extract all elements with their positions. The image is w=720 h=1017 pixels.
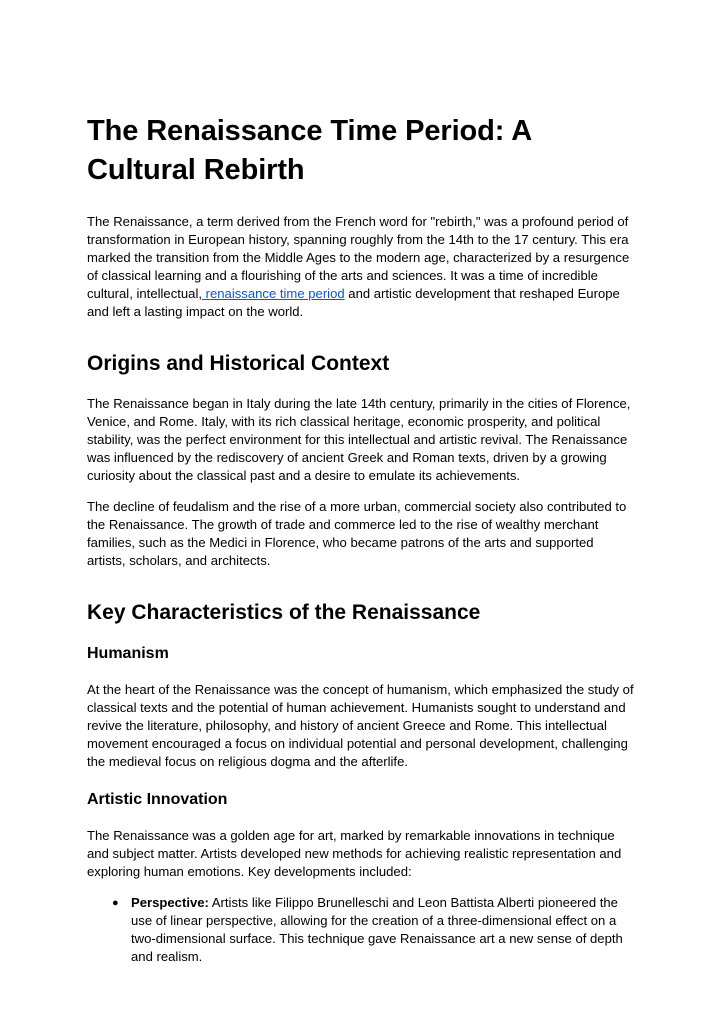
- intro-paragraph: [87, 213, 635, 321]
- page-title: The Renaissance Time Period: A Cultural Rebirth: [87, 115, 531, 186]
- origins-paragraph-2: The decline of feudalism and the rise of a more urban, commercial society also contributed to the Renaissance. The growth of trade and commerce led to the rise of wealthy merchant families, such as the Medici in Florence, who became patrons of the arts and supported artists, scholars, and architects.: [87, 499, 627, 568]
- developments-list: [87, 894, 635, 966]
- intro-text: The Renaissance, a term derived from the French word for "rebirth," was a profound period of transformation in European history, spanning roughly from the 14th to the 17 century. This era marked the transition from the Middle Ages to the modern age, characterized by a resurgence of classical learning and a flourishing of the arts and sciences. It was a time of incredible cultural, intellectual,: [87, 214, 630, 301]
- document-page: [87, 112, 635, 966]
- bullet-icon: ●: [112, 897, 119, 909]
- list-item-term: Perspective:: [131, 895, 209, 910]
- origins-paragraph-1: The Renaissance began in Italy during the late 14th century, primarily in the cities of Florence, Venice, and Rome. Italy, with its rich classical heritage, economic prosperity, and political stability, was the perfect environment for this intellectual and artistic revival. The Renaissance was influenced by the rediscovery of ancient Greek and Roman texts, driven by a growing curiosity about the classical past and a desire to emulate its achievements.: [87, 396, 631, 483]
- intro-text-end: and artistic development that reshaped Europe and left a lasting impact on the world.: [87, 286, 620, 319]
- artistic-innovation-heading: Artistic Innovation: [87, 791, 228, 808]
- origins-heading: Origins and Historical Context: [87, 352, 390, 375]
- characteristics-heading: Key Characteristics of the Renaissance: [87, 601, 481, 624]
- list-item-text: Artists like Filippo Brunelleschi and Leon Battista Alberti pioneered the use of linear perspective, allowing for the creation of a three-dimensional effect on a two-dimensional surface. This technique gave Renaissance art a new sense of depth and realism.: [131, 895, 623, 964]
- artistic-innovation-paragraph: The Renaissance was a golden age for art, marked by remarkable innovations in technique and subject matter. Artists developed new methods for achieving realistic representation and exploring human emotions. Key developments included:: [87, 828, 622, 879]
- humanism-heading: Humanism: [87, 645, 169, 662]
- list-item: [87, 894, 635, 966]
- humanism-paragraph: At the heart of the Renaissance was the concept of humanism, which emphasized the study of classical texts and the potential of human achievement. Humanists sought to understand and revive the literature, philosophy, and history of ancient Greece and Rome. This intellectual movement encouraged a focus on individual potential and personal development, challenging the medieval focus on religious dogma and the afterlife.: [87, 682, 634, 769]
- renaissance-time-period-link[interactable]: renaissance time period: [202, 286, 345, 301]
